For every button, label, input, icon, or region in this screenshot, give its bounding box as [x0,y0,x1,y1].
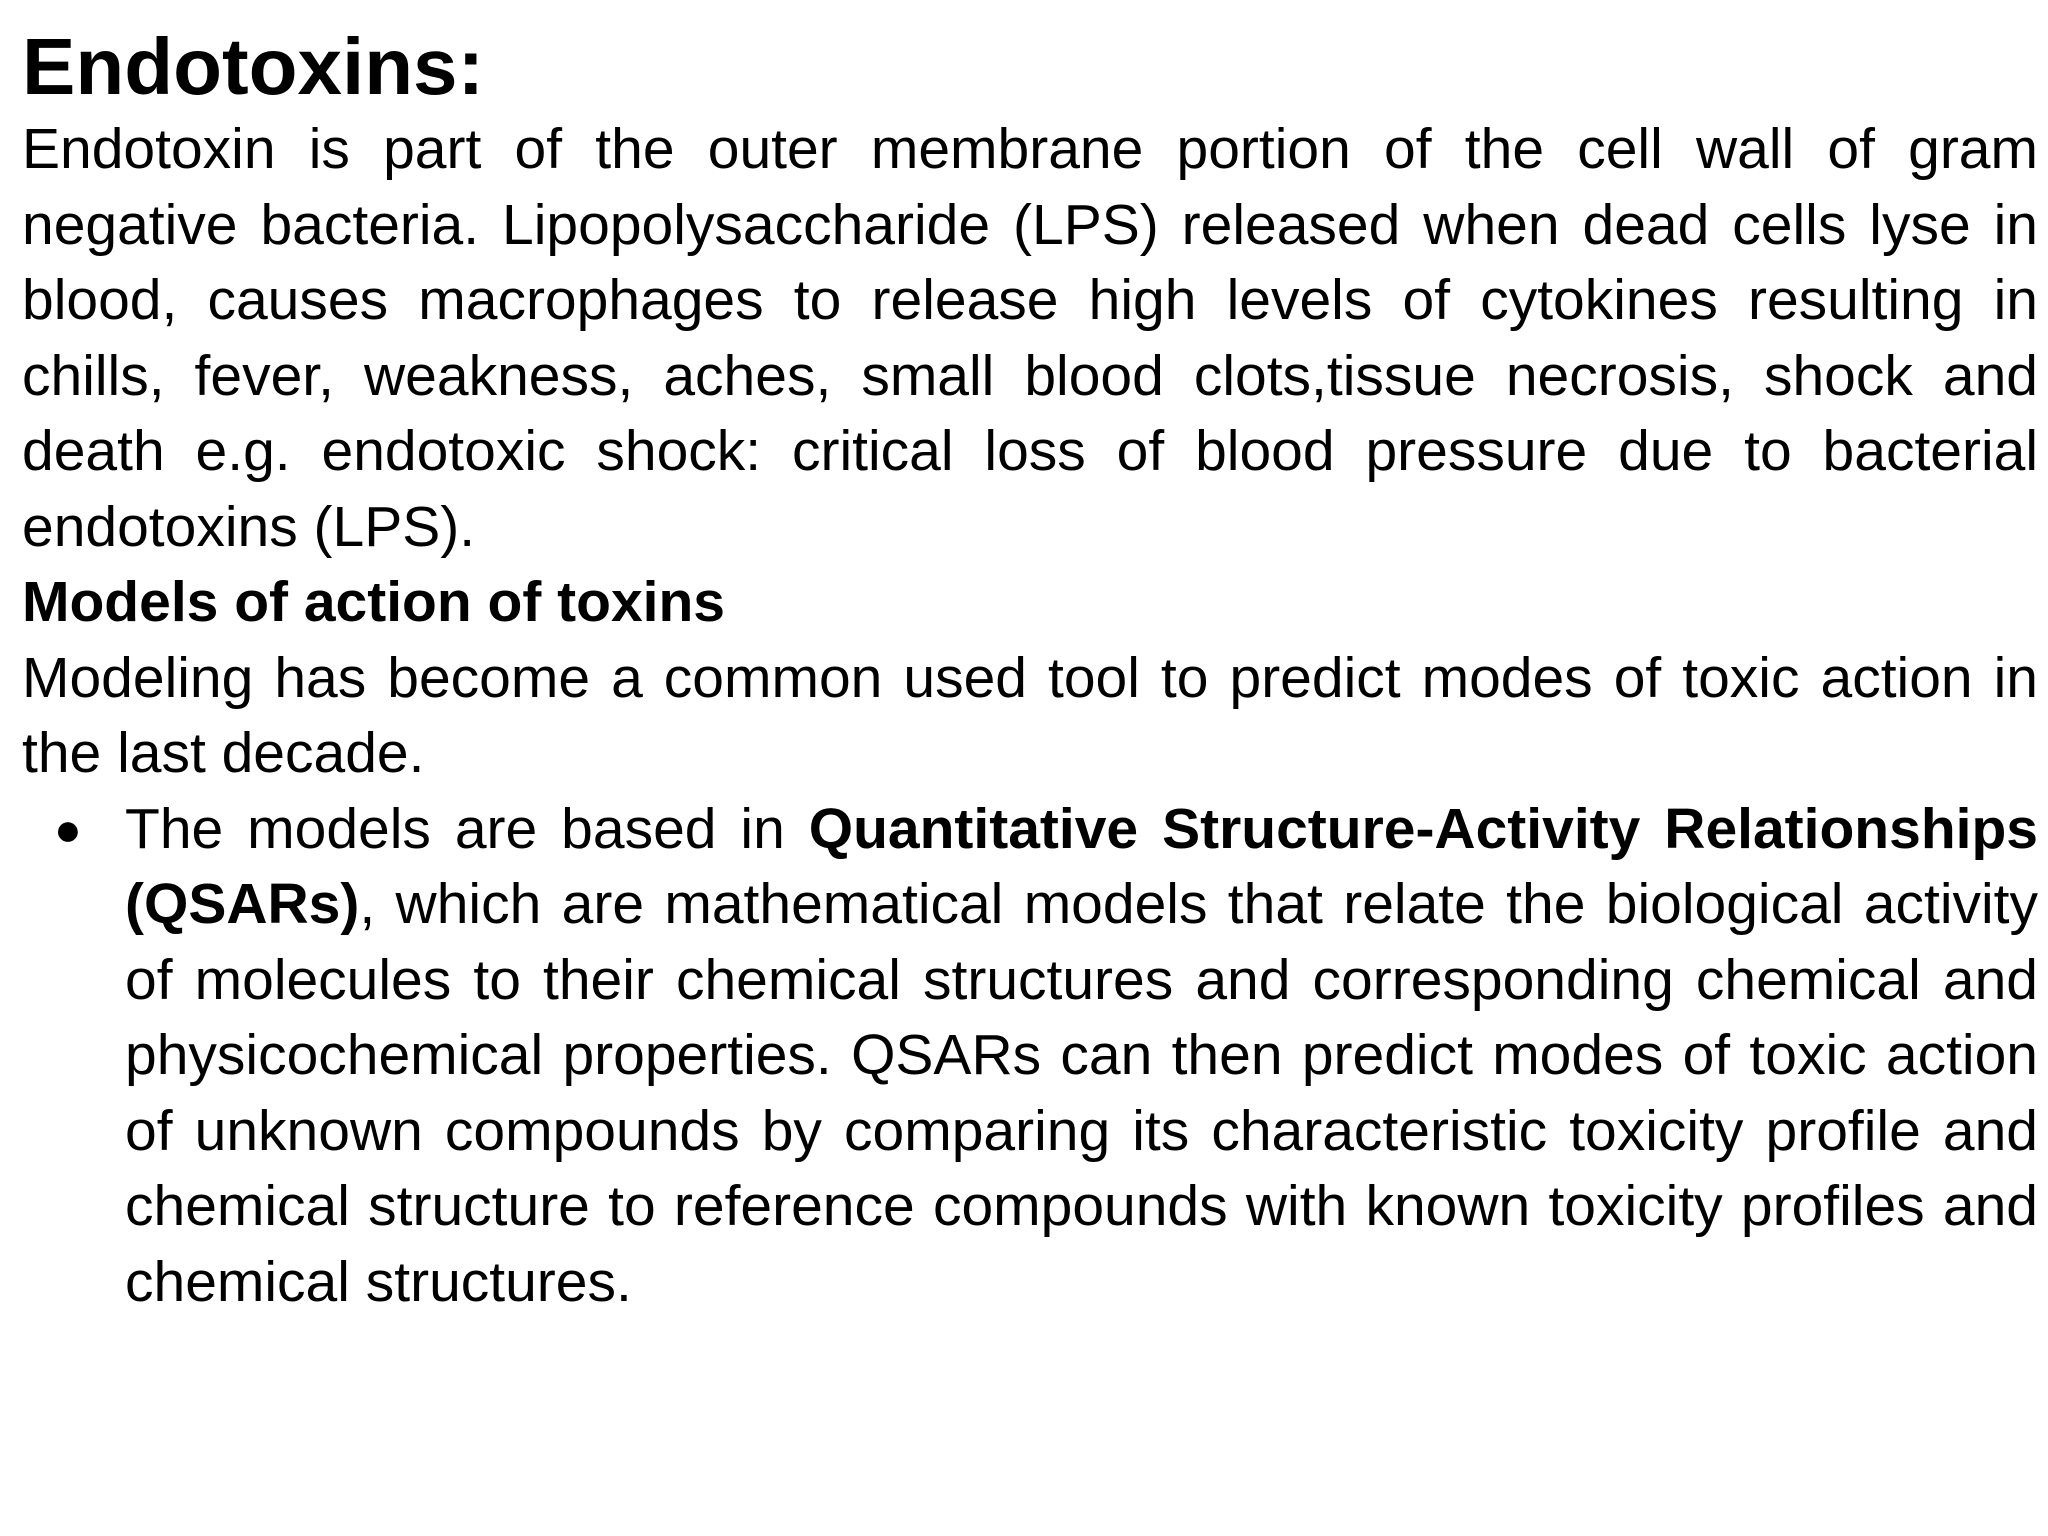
page-title: Endotoxins: [22,22,485,111]
bullet-list [22,792,2038,1321]
endotoxin-paragraph: Endotoxin is part of the outer membrane portion of the cell wall of gram negative bacteria. Lipopolysaccharide (LPS) released when dead cells lyse in blood, causes macrophages to release high levels of cytokines resulting in chills, fever, weakness, aches, small blood clots,tissue necrosis, shock and death e.g. endotoxic shock: critical loss of blood pressure due to bacterial endotoxins (LPS). [22,117,2038,559]
modeling-paragraph: Modeling has become a common used tool to predict modes of toxic action in the last decade. [22,645,2038,785]
bullet-lead-text: The models are based in [125,796,809,861]
bullet-rest-text: , which are mathematical models that relate the biological activity of molecules to their chemical structures and corresponding chemical and physicochemical properties. QSARs can then predict modes of toxic action of unknown compounds by comparing its characteristic toxicity profile and chemical structure to reference compounds with known toxicity profiles and chemical structures. [125,872,2038,1314]
list-item [22,792,2038,1321]
document-page [22,22,2038,1320]
qsar-term: Quantitative Structure-Activity Relationships (QSARs) [125,796,2039,936]
bullet-dot-icon: ● [54,802,82,855]
section-heading: Models of action of toxins [22,570,726,634]
